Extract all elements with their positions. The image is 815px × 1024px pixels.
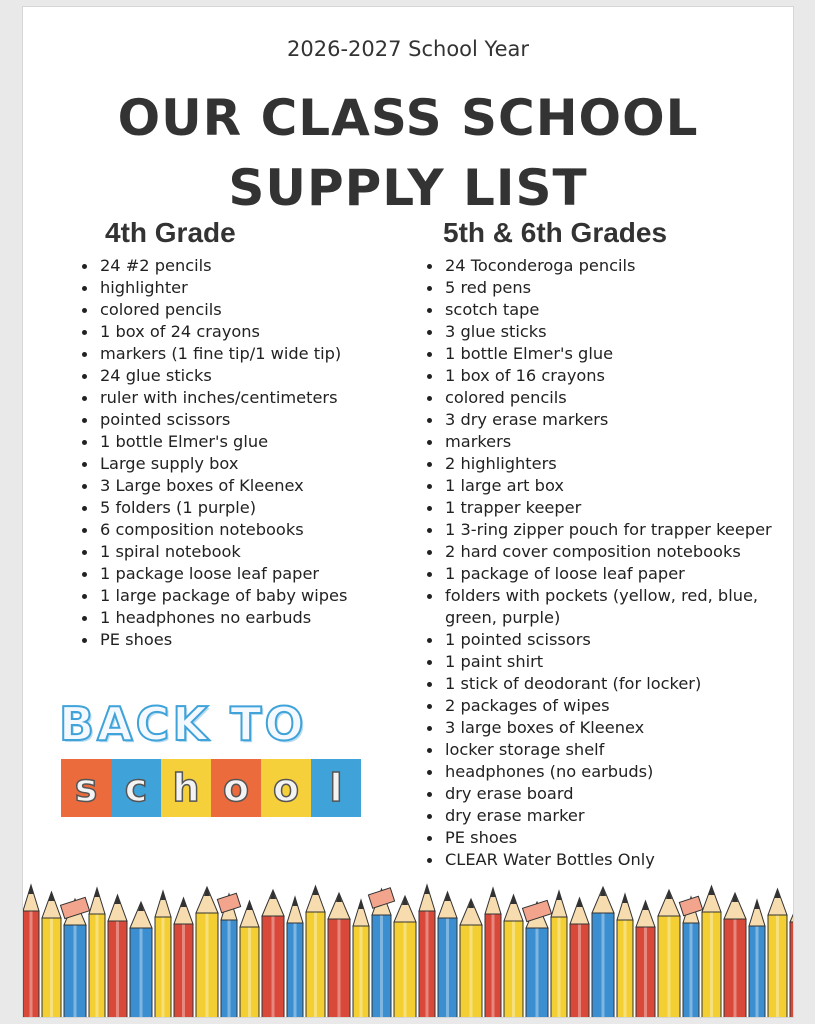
logo-school-tiles	[61, 759, 361, 817]
pencil-icon	[262, 890, 284, 1018]
list-item: ruler with inches/centimeters	[78, 387, 418, 409]
list-item: 3 Large boxes of Kleenex	[78, 475, 418, 497]
pencil-icon	[89, 888, 105, 1018]
list-item: pointed scissors	[78, 409, 418, 431]
list-item: dry erase marker	[423, 805, 793, 827]
pencil-icon	[174, 898, 193, 1018]
list-item: CLEAR Water Bottles Only	[423, 849, 793, 871]
pencil-icon	[790, 896, 794, 1018]
list-item: 2 hard cover composition notebooks	[423, 541, 793, 563]
pencil-icon	[570, 898, 589, 1018]
list-item: locker storage shelf	[423, 739, 793, 761]
pencil-icon	[287, 897, 303, 1018]
page-title-line2: SUPPLY LIST	[228, 159, 588, 217]
list-item: 1 spiral notebook	[78, 541, 418, 563]
list-item: 6 composition notebooks	[78, 519, 418, 541]
pencil-icon	[130, 902, 152, 1018]
list-item: 1 headphones no earbuds	[78, 607, 418, 629]
pencil-icon	[368, 888, 394, 1018]
list-item: colored pencils	[423, 387, 793, 409]
list-item: 1 paint shirt	[423, 651, 793, 673]
pencil-icon	[504, 895, 523, 1018]
list-item: 1 box of 16 crayons	[423, 365, 793, 387]
grade4-supply-list	[78, 255, 418, 651]
pencil-icon	[485, 888, 501, 1018]
list-item: 1 large package of baby wipes	[78, 585, 418, 607]
pencil-icon	[460, 899, 482, 1018]
list-item: 3 dry erase markers	[423, 409, 793, 431]
pencil-icon	[108, 895, 127, 1018]
list-item: 1 3-ring zipper pouch for trapper keeper	[423, 519, 793, 541]
list-item: highlighter	[78, 277, 418, 299]
pencil-icon	[42, 892, 61, 1018]
grade56-supply-list	[423, 255, 793, 871]
list-item: 3 large boxes of Kleenex	[423, 717, 793, 739]
logo-letter-tile: l	[311, 759, 361, 817]
list-item: 1 box of 24 crayons	[78, 321, 418, 343]
pencil-icon	[23, 885, 39, 1018]
grade4-heading: 4th Grade	[105, 217, 236, 248]
pencil-icon	[636, 901, 655, 1018]
pencil-icon	[328, 893, 350, 1018]
pencil-icon	[749, 900, 765, 1018]
pencil-icon	[394, 896, 416, 1018]
list-item: markers (1 fine tip/1 wide tip)	[78, 343, 418, 365]
list-item: 1 large art box	[423, 475, 793, 497]
pencil-icon	[551, 891, 567, 1018]
pencil-icon	[658, 890, 680, 1018]
list-item: 5 red pens	[423, 277, 793, 299]
list-item: 1 stick of deodorant (for locker)	[423, 673, 793, 695]
list-item: colored pencils	[78, 299, 418, 321]
list-item: Large supply box	[78, 453, 418, 475]
back-to-school-logo	[59, 697, 369, 832]
logo-letter-tile: s	[61, 759, 111, 817]
list-item: PE shoes	[423, 827, 793, 849]
pencil-icon	[702, 886, 721, 1018]
list-item: 5 folders (1 purple)	[78, 497, 418, 519]
pencil-icon	[592, 887, 614, 1018]
pencil-border-illustration	[23, 875, 794, 1018]
list-item: 2 packages of wipes	[423, 695, 793, 717]
pencil-icon	[522, 900, 551, 1018]
pencil-icon	[724, 893, 746, 1018]
list-item: 1 package loose leaf paper	[78, 563, 418, 585]
pencil-icon	[240, 901, 259, 1018]
list-item: 1 trapper keeper	[423, 497, 793, 519]
logo-back-to-text: BACK TO	[59, 697, 307, 751]
list-item: 24 #2 pencils	[78, 255, 418, 277]
list-item: markers	[423, 431, 793, 453]
list-item: dry erase board	[423, 783, 793, 805]
logo-letter-tile: o	[211, 759, 261, 817]
list-item: 24 Toconderoga pencils	[423, 255, 793, 277]
pencil-icon	[679, 896, 702, 1018]
list-item: folders with pockets (yellow, red, blue, green, purple)	[423, 585, 793, 629]
pencil-icon	[438, 892, 457, 1018]
grade56-heading: 5th & 6th Grades	[443, 217, 668, 248]
page-title-line1: OUR CLASS SCHOOL	[117, 89, 699, 147]
list-item: 1 pointed scissors	[423, 629, 793, 651]
pencil-icon	[306, 886, 325, 1018]
pencil-icon	[617, 894, 633, 1018]
list-item: headphones (no earbuds)	[423, 761, 793, 783]
logo-letter-tile: h	[161, 759, 211, 817]
pencil-icon	[353, 900, 369, 1018]
pencil-icon	[217, 893, 240, 1018]
pencil-icon	[60, 897, 89, 1018]
pencil-icon	[155, 891, 171, 1018]
list-item: 1 bottle Elmer's glue	[423, 343, 793, 365]
pencil-icon	[419, 885, 435, 1018]
list-item: 24 glue sticks	[78, 365, 418, 387]
list-item: PE shoes	[78, 629, 418, 651]
supply-list-page	[22, 6, 794, 1018]
pencil-icon	[196, 887, 218, 1018]
pencil-icon	[768, 889, 787, 1018]
list-item: 3 glue sticks	[423, 321, 793, 343]
list-item: 1 bottle Elmer's glue	[78, 431, 418, 453]
logo-letter-tile: c	[111, 759, 161, 817]
list-item: scotch tape	[423, 299, 793, 321]
school-year: 2026-2027 School Year	[287, 37, 529, 61]
list-item: 1 package of loose leaf paper	[423, 563, 793, 585]
list-item: 2 highlighters	[423, 453, 793, 475]
logo-letter-tile: o	[261, 759, 311, 817]
